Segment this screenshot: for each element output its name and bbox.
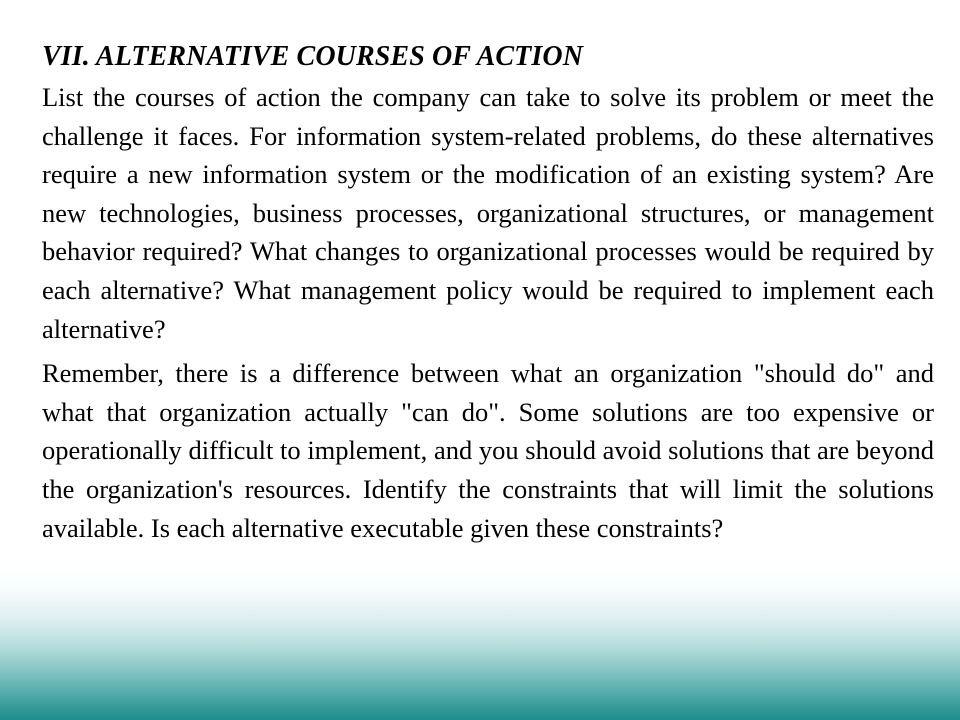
section-heading: VII. ALTERNATIVE COURSES OF ACTION xyxy=(42,41,584,72)
slide-content xyxy=(42,38,934,547)
paragraph-alternatives: List the courses of action the company can take to solve its problem or meet the challenge it faces. For information system-related problems, do these alternatives require a new information system or the modification of an existing system? Are new technologies, business processes, organizational structures, or management behavior required? What changes to organizational processes would be required by each alternative? What management policy would be required to implement each alternative? xyxy=(42,82,934,344)
paragraph-constraints: Remember, there is a difference between what an organization "should do" and what that organization actually "can do". Some solutions are too expensive or operationally difficult to implement, and you should avoid solutions that are beyond the organization's resources. Identify the constraints that will limit the solutions available. Is each alternative executable given these constraints? xyxy=(42,358,934,543)
